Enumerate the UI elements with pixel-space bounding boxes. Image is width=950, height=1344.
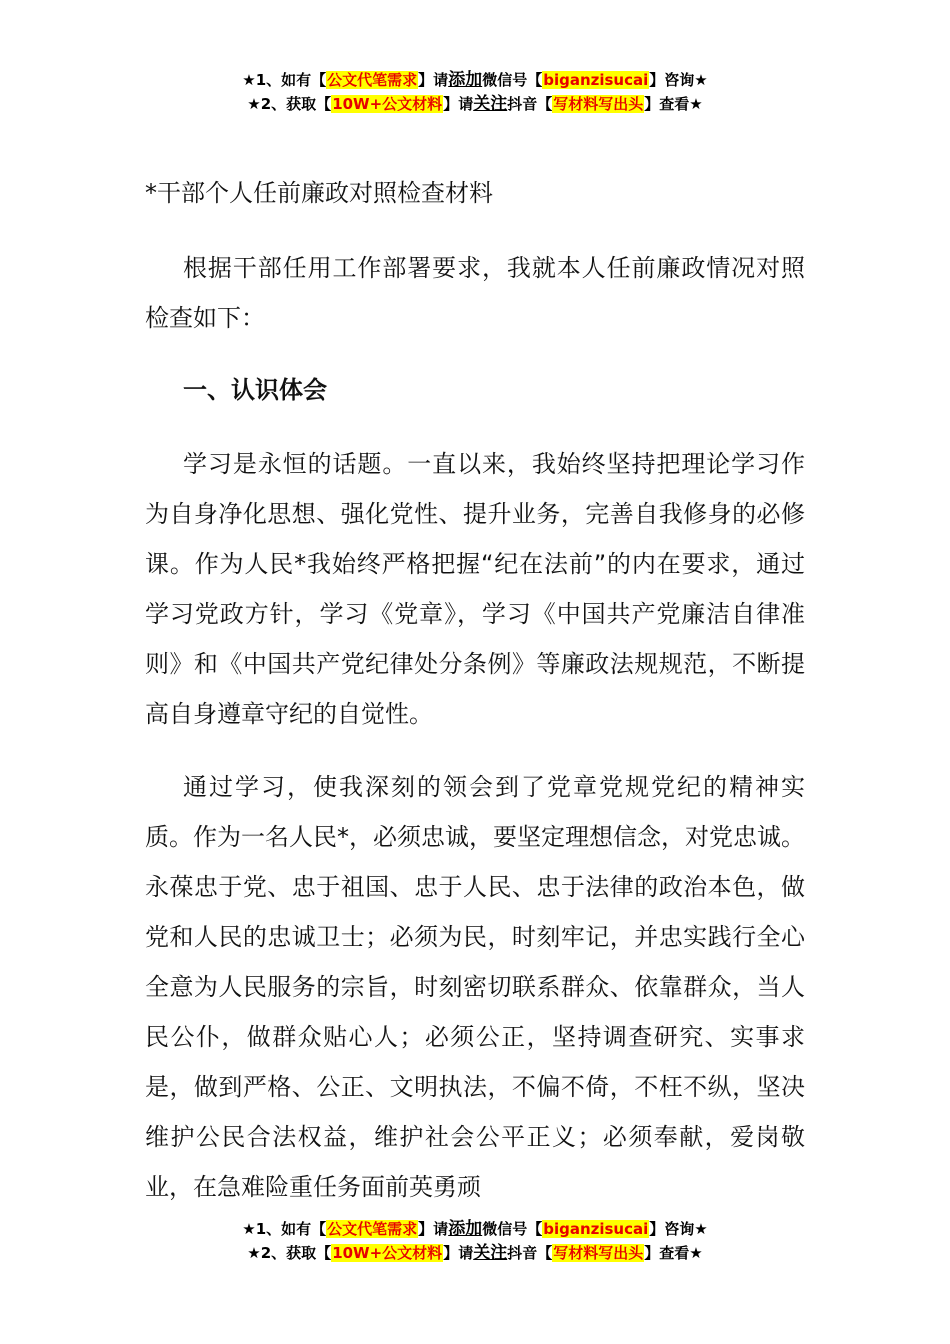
banner-text: 抖音【	[507, 1244, 553, 1262]
emphasis-text: 添加	[448, 1219, 483, 1239]
highlight-service: 公文代笔需求	[327, 1220, 418, 1238]
banner-text: ★2、获取【	[247, 95, 332, 113]
body-paragraph-2: 通过学习，使我深刻的领会到了党章党规党纪的精神实质。作为一名人民*，必须忠诚，要坚定理想信念，对党忠诚。永葆忠于党、忠于祖国、忠于人民、忠于法律的政治本色，做党和人民的忠诚卫士；必须为民，时刻牢记，并忠实践行全心全意为人民服务的宗旨，时刻密切联系群众、依靠群众，当人民公仆，做群众贴心人；必须公正，坚持调查研究、实事求是，做到严格、公正、文明执法，不偏不倚，不枉不纵，坚决维护公民合法权益，维护社会公平正义；必须奉献，爱岗敬业，在急难险重任务面前英勇顽	[145, 773, 805, 1201]
banner-text: ★1、如有【	[242, 71, 327, 89]
banner-text: 】请	[418, 71, 449, 89]
banner-text: 】查看★	[644, 1244, 703, 1262]
banner-text: 微信号【	[482, 1220, 543, 1238]
banner-text: 】请	[443, 95, 474, 113]
banner-text: 】咨询★	[649, 71, 708, 89]
banner-text: ★2、获取【	[247, 1244, 332, 1262]
header-banner	[0, 68, 950, 116]
body-paragraph-1: 学习是永恒的话题。一直以来，我始终坚持把理论学习作为自身净化思想、强化党性、提升业务，完善自我修身的必修课。作为人民*我始终严格把握“纪在法前”的内在要求，通过学习党政方针，学习《党章》，学习《中国共产党廉洁自律准则》和《中国共产党纪律处分条例》等廉政法规规范，不断提高自身遵章守纪的自觉性。	[145, 450, 805, 728]
highlight-materials: 10W+公文材料	[332, 95, 443, 113]
highlight-service: 公文代笔需求	[327, 71, 418, 89]
banner-text: 微信号【	[482, 71, 543, 89]
emphasis-text: 添加	[448, 70, 483, 90]
banner-text: ★1、如有【	[242, 1220, 327, 1238]
emphasis-text: 关注	[473, 1243, 508, 1263]
banner-text: 】查看★	[644, 95, 703, 113]
banner-line-2	[0, 92, 950, 116]
banner-line-1	[0, 1217, 950, 1241]
emphasis-text: 关注	[473, 94, 508, 114]
banner-line-1	[0, 68, 950, 92]
document-title: *干部个人任前廉政对照检查材料	[145, 179, 493, 207]
section-heading: 一、认识体会	[183, 376, 327, 404]
banner-line-2	[0, 1241, 950, 1265]
highlight-wechat-id: biganzisucai	[543, 71, 649, 89]
banner-text: 】请	[443, 1244, 474, 1262]
highlight-douyin-id: 写材料写出头	[553, 1244, 644, 1262]
banner-text: 抖音【	[507, 95, 553, 113]
highlight-materials: 10W+公文材料	[332, 1244, 443, 1262]
highlight-douyin-id: 写材料写出头	[553, 95, 644, 113]
banner-text: 】请	[418, 1220, 449, 1238]
banner-text: 】咨询★	[649, 1220, 708, 1238]
intro-paragraph: 根据干部任用工作部署要求，我就本人任前廉政情况对照检查如下：	[145, 254, 805, 332]
highlight-wechat-id: biganzisucai	[543, 1220, 649, 1238]
footer-banner	[0, 1217, 950, 1265]
